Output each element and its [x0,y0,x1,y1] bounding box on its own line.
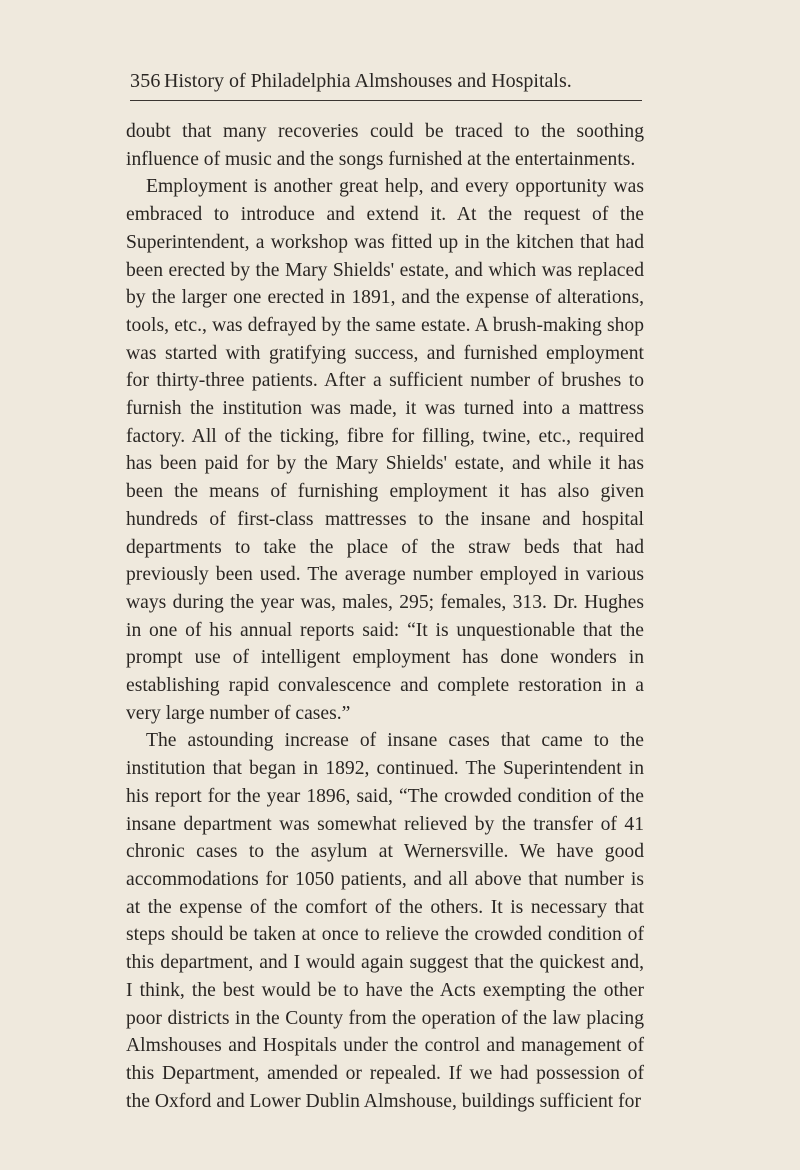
running-title: History of Philadelphia Almshouses and Hospitals. [164,70,572,92]
paragraph-insane-cases: The astounding increase of insane cases that came to the institution that began in 1892, continued. The Superintendent in his report for the year 1896, said, “The crowded condition of the insane department was somewhat relieved by the transfer of 41 chronic cases to the asylum at Wernersville. We have good accommodations for 1050 patients, and all above that number is at the expense of the comfort of the others. It is necessary that steps should be taken at once to relieve the crowded condition of this department, and I would again suggest that the quickest and, I think, the best would be to have the Acts exempting the other poor districts in the County from the operation of the law placing Almshouses and Hospitals under the control and management of this Department, amended or repealed. If we had possession of the Oxford and Lower Dublin Almshouse, buildings sufficient for [126,730,644,1112]
body-text [126,118,644,1115]
paragraph-continuation: doubt that many recoveries could be traced to the soothing influence of music and the songs furnished at the entertainments. [126,121,644,170]
running-head [130,70,642,101]
page-number: 356 [130,70,161,92]
paragraph-employment: Employment is another great help, and every opportunity was embraced to introduce and extend it. At the request of the Superintendent, a workshop was fitted up in the kitchen that had been erected by the Mary Shields' estate, and which was replaced by the larger one erected in 1891, and the expense of alterations, tools, etc., was defrayed by the same estate. A brush-making shop was started with gratifying success, and furnished employment for thirty-three patients. After a sufficient number of brushes to furnish the institution was made, it was turned into a mattress factory. All of the ticking, fibre for filling, twine, etc., required has been paid for by the Mary Shields' estate, and while it has been the means of furnishing employment it has also given hundreds of first-class mattresses to the insane and hospital departments to take the place of the straw beds that had previously been used. The average number employed in various ways during the year was, males, 295; females, 313. Dr. Hughes in one of his annual reports said: “It is unquestionable that the prompt use of intelligent employment has done wonders in establishing rapid convalescence and complete restoration in a very large number of cases.” [126,176,644,724]
